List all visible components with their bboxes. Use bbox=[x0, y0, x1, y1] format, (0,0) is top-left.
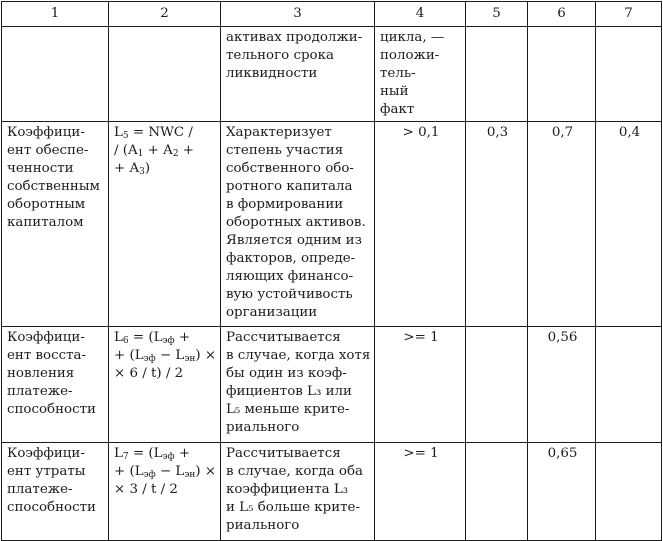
criterion-cell: >= 1 bbox=[375, 443, 466, 541]
header-col-7: 7 bbox=[596, 2, 662, 27]
formula-line: × 6 / t) / 2 bbox=[114, 366, 184, 381]
value-col6: 0,65 bbox=[528, 443, 596, 541]
formula-line: + $(L_{эф} - L_{эн})$ × bbox=[114, 348, 217, 364]
cont-col5-cell bbox=[466, 27, 528, 122]
header-col-2: 2 bbox=[109, 2, 221, 27]
value-col7 bbox=[596, 327, 662, 443]
description-cell: Рассчитывается в случае, когда хотя бы один из коэф- фициентов L₃ или L₅ меньше крите- риального bbox=[221, 327, 375, 443]
table-row bbox=[2, 122, 662, 327]
value-col7: 0,4 bbox=[596, 122, 662, 327]
cont-col6-cell bbox=[528, 27, 596, 122]
header-col-4: 4 bbox=[375, 2, 466, 27]
cont-formula-cell bbox=[109, 27, 221, 122]
formula-cell bbox=[109, 122, 221, 327]
value-col6: 0,56 bbox=[528, 327, 596, 443]
indicator-name: Коэффици- ент утраты платеже- способности bbox=[2, 443, 109, 541]
formula-line: $L_5$ = NWC / bbox=[114, 125, 193, 141]
cont-col7-cell bbox=[596, 27, 662, 122]
value-col5 bbox=[466, 443, 528, 541]
value-col7 bbox=[596, 443, 662, 541]
formula-line: $L_6 = (L_{эф}$ + bbox=[114, 330, 191, 346]
value-col5 bbox=[466, 327, 528, 443]
continuation-row bbox=[2, 27, 662, 122]
criterion-cell: >= 1 bbox=[375, 327, 466, 443]
table-row bbox=[2, 327, 662, 443]
formula-line: / ($A_1 + A_2$ + bbox=[114, 143, 195, 159]
cont-name-cell bbox=[2, 27, 109, 122]
header-row bbox=[2, 2, 662, 27]
indicator-name: Коэффици- ент восста- новления платеже- способности bbox=[2, 327, 109, 443]
formula-line: $L_7 = (L_{эф}$ + bbox=[114, 446, 191, 462]
header-col-3: 3 bbox=[221, 2, 375, 27]
formula-cell bbox=[109, 327, 221, 443]
header-col-1: 1 bbox=[2, 2, 109, 27]
formula-cell bbox=[109, 443, 221, 541]
value-col5: 0,3 bbox=[466, 122, 528, 327]
formula-line: × 3 / t / 2 bbox=[114, 482, 178, 497]
criterion-cell: > 0,1 bbox=[375, 122, 466, 327]
indicator-name: Коэффици- ент обеспе- ченности собственным оборотным капиталом bbox=[2, 122, 109, 327]
description-cell: Характеризует степень участия собственного обо- ротного капитала в формировании оборотных активов. Является одним из факторов, опреде- ляющих финансо- вую устойчивость организации bbox=[221, 122, 375, 327]
header-col-6: 6 bbox=[528, 2, 596, 27]
header-col-5: 5 bbox=[466, 2, 528, 27]
table-row bbox=[2, 443, 662, 541]
description-cell: Рассчитывается в случае, когда оба коэффициента L₃ и L₅ больше крите- риального bbox=[221, 443, 375, 541]
value-col6: 0,7 bbox=[528, 122, 596, 327]
cont-criterion-cell: цикла, — положи- тель- ный факт bbox=[375, 27, 466, 122]
formula-line: + $A_3$) bbox=[114, 161, 151, 177]
formula-line: + $(L_{эф} - L_{эн})$ × bbox=[114, 464, 217, 480]
indicator-table bbox=[1, 1, 662, 541]
cont-description-cell: активах продолжи- тельного срока ликвидности bbox=[221, 27, 375, 122]
